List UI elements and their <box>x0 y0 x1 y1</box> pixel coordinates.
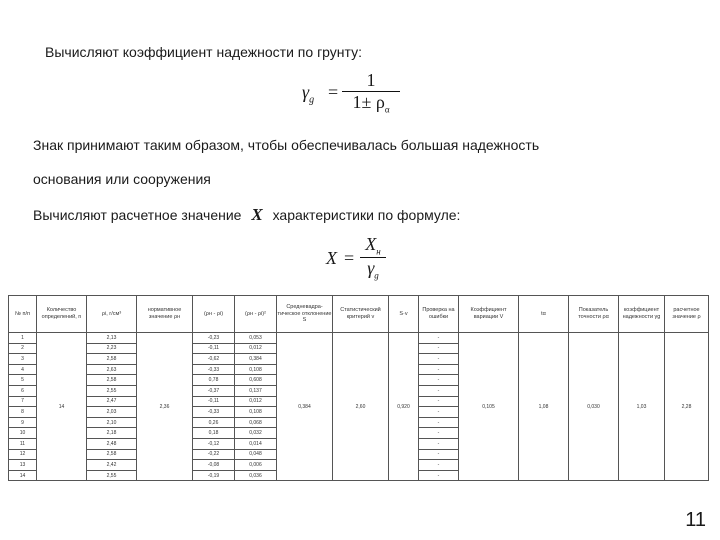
table-cell: 6 <box>9 385 37 396</box>
table-cell: 10 <box>9 428 37 439</box>
table-cell: -0,33 <box>193 364 235 375</box>
table-cell: 0,006 <box>235 460 277 471</box>
formula2-eq: = <box>344 248 355 268</box>
table-cell: 14 <box>37 333 87 481</box>
formula2-num-sub: н <box>376 246 381 257</box>
table-cell: 2,42 <box>87 460 137 471</box>
table-cell: 0,137 <box>235 385 277 396</box>
col-header: № п/п <box>9 296 37 333</box>
calc-line-var: X <box>251 205 263 224</box>
col-header: S·v <box>389 296 419 333</box>
table-cell: 3 <box>9 354 37 365</box>
table-cell: 2,13 <box>87 333 137 344</box>
table-header-row <box>9 296 709 333</box>
formula2-lhs: X <box>326 248 337 268</box>
table-cell: -0,37 <box>193 385 235 396</box>
table-cell: 4 <box>9 364 37 375</box>
table-cell: 0,048 <box>235 449 277 460</box>
formula1-num: 1 <box>366 70 376 90</box>
table-cell: -0,22 <box>193 449 235 460</box>
table-cell: 2,03 <box>87 407 137 418</box>
table-cell: - <box>419 407 459 418</box>
table-cell: 9 <box>9 417 37 428</box>
sign-line-cont: основания или сооружения <box>33 171 211 187</box>
table-cell: 1,03 <box>619 333 665 481</box>
table-cell: 2,18 <box>87 428 137 439</box>
table-cell: 0,18 <box>193 428 235 439</box>
intro-line: Вычисляют коэффициент надежности по грунту: <box>45 44 362 60</box>
table-cell: 0,012 <box>235 396 277 407</box>
table-cell: - <box>419 333 459 344</box>
table-cell: -0,23 <box>193 333 235 344</box>
formula2-den-sub: g <box>374 270 379 281</box>
table-cell: 2,60 <box>333 333 389 481</box>
table-cell: 0,26 <box>193 417 235 428</box>
table-cell: 2,23 <box>87 343 137 354</box>
col-header: Проверка на ошибки <box>419 296 459 333</box>
formula-x <box>326 232 416 288</box>
table-cell: - <box>419 417 459 428</box>
col-header: коэффициент надежности γg <box>619 296 665 333</box>
table-cell: - <box>419 396 459 407</box>
table-cell: -0,11 <box>193 396 235 407</box>
table-cell: - <box>419 354 459 365</box>
table-cell: 2,55 <box>87 385 137 396</box>
formula1-eq: = <box>328 82 339 102</box>
table-cell: 5 <box>9 375 37 386</box>
calc-line-b: характеристики по формуле: <box>272 207 461 223</box>
col-header: tα <box>519 296 569 333</box>
col-header: нормативное значение ρн <box>137 296 193 333</box>
table-cell: 0,108 <box>235 407 277 418</box>
table-cell: - <box>419 460 459 471</box>
table-cell: 0,78 <box>193 375 235 386</box>
table-cell: -0,33 <box>193 407 235 418</box>
col-header: Статистический критерий v <box>333 296 389 333</box>
table-cell: 2,63 <box>87 364 137 375</box>
table-cell: 0,012 <box>235 343 277 354</box>
table-cell: 2,48 <box>87 438 137 449</box>
col-header: расчетное значение ρ <box>665 296 709 333</box>
table-cell: - <box>419 343 459 354</box>
table-cell: 2,55 <box>87 470 137 481</box>
table-cell: 0,014 <box>235 438 277 449</box>
table-cell: 0,108 <box>235 364 277 375</box>
col-header: Коэффициент вариации V <box>459 296 519 333</box>
table-cell: - <box>419 470 459 481</box>
table-cell: -0,19 <box>193 470 235 481</box>
table-cell: 0,030 <box>569 333 619 481</box>
table-cell: 8 <box>9 407 37 418</box>
table-cell: 11 <box>9 438 37 449</box>
table-cell: - <box>419 385 459 396</box>
table-body <box>9 333 709 481</box>
table-cell: 2 <box>9 343 37 354</box>
table-cell: 1 <box>9 333 37 344</box>
table-row <box>9 333 709 344</box>
table-cell: - <box>419 438 459 449</box>
table-cell: 0,608 <box>235 375 277 386</box>
formula1-lhs: γ <box>302 82 310 102</box>
table-cell: - <box>419 449 459 460</box>
calc-table <box>8 295 709 481</box>
table-cell: 2,58 <box>87 449 137 460</box>
table-cell: -0,08 <box>193 460 235 471</box>
table-cell: 0,920 <box>389 333 419 481</box>
table-cell: 14 <box>9 470 37 481</box>
formula2-den: γ <box>367 257 375 278</box>
sign-line: Знак принимают таким образом, чтобы обеспечивалась большая надежность <box>33 137 540 153</box>
page-number: 11 <box>685 509 706 531</box>
col-header: ρi, г/см³ <box>87 296 137 333</box>
calc-line <box>33 205 460 225</box>
formula2-num: X <box>365 234 377 254</box>
table-cell: 2,28 <box>665 333 709 481</box>
col-header: (ρн - ρi) <box>193 296 235 333</box>
table-cell: 2,36 <box>137 333 193 481</box>
table-cell: 0,105 <box>459 333 519 481</box>
table-cell: - <box>419 428 459 439</box>
formula1-den-sub: α <box>384 104 390 115</box>
table-cell: 2,58 <box>87 375 137 386</box>
table-cell: 0,384 <box>277 333 333 481</box>
table-cell: -0,62 <box>193 354 235 365</box>
calc-line-a: Вычисляют расчетное значение <box>33 207 242 223</box>
table-cell: -0,12 <box>193 438 235 449</box>
formula1-lhs-sub: g <box>309 94 315 106</box>
table-cell: - <box>419 375 459 386</box>
table-cell: - <box>419 364 459 375</box>
col-header: Показатель точности ρα <box>569 296 619 333</box>
table-cell: 2,10 <box>87 417 137 428</box>
formula1-den: 1± ρ <box>352 92 385 112</box>
table-cell: 0,032 <box>235 428 277 439</box>
col-header: Средневадра-тическое отклонение S <box>277 296 333 333</box>
table-cell: 0,068 <box>235 417 277 428</box>
table-cell: 7 <box>9 396 37 407</box>
table-cell: 0,384 <box>235 354 277 365</box>
col-header: (ρн - ρi)² <box>235 296 277 333</box>
table-cell: 2,47 <box>87 396 137 407</box>
table-cell: 12 <box>9 449 37 460</box>
col-header: Количество определений, n <box>37 296 87 333</box>
table-cell: 1,08 <box>519 333 569 481</box>
table-cell: -0,11 <box>193 343 235 354</box>
table-cell: 0,036 <box>235 470 277 481</box>
table-cell: 13 <box>9 460 37 471</box>
formula-gamma <box>298 70 418 116</box>
table-cell: 2,58 <box>87 354 137 365</box>
table-cell: 0,053 <box>235 333 277 344</box>
